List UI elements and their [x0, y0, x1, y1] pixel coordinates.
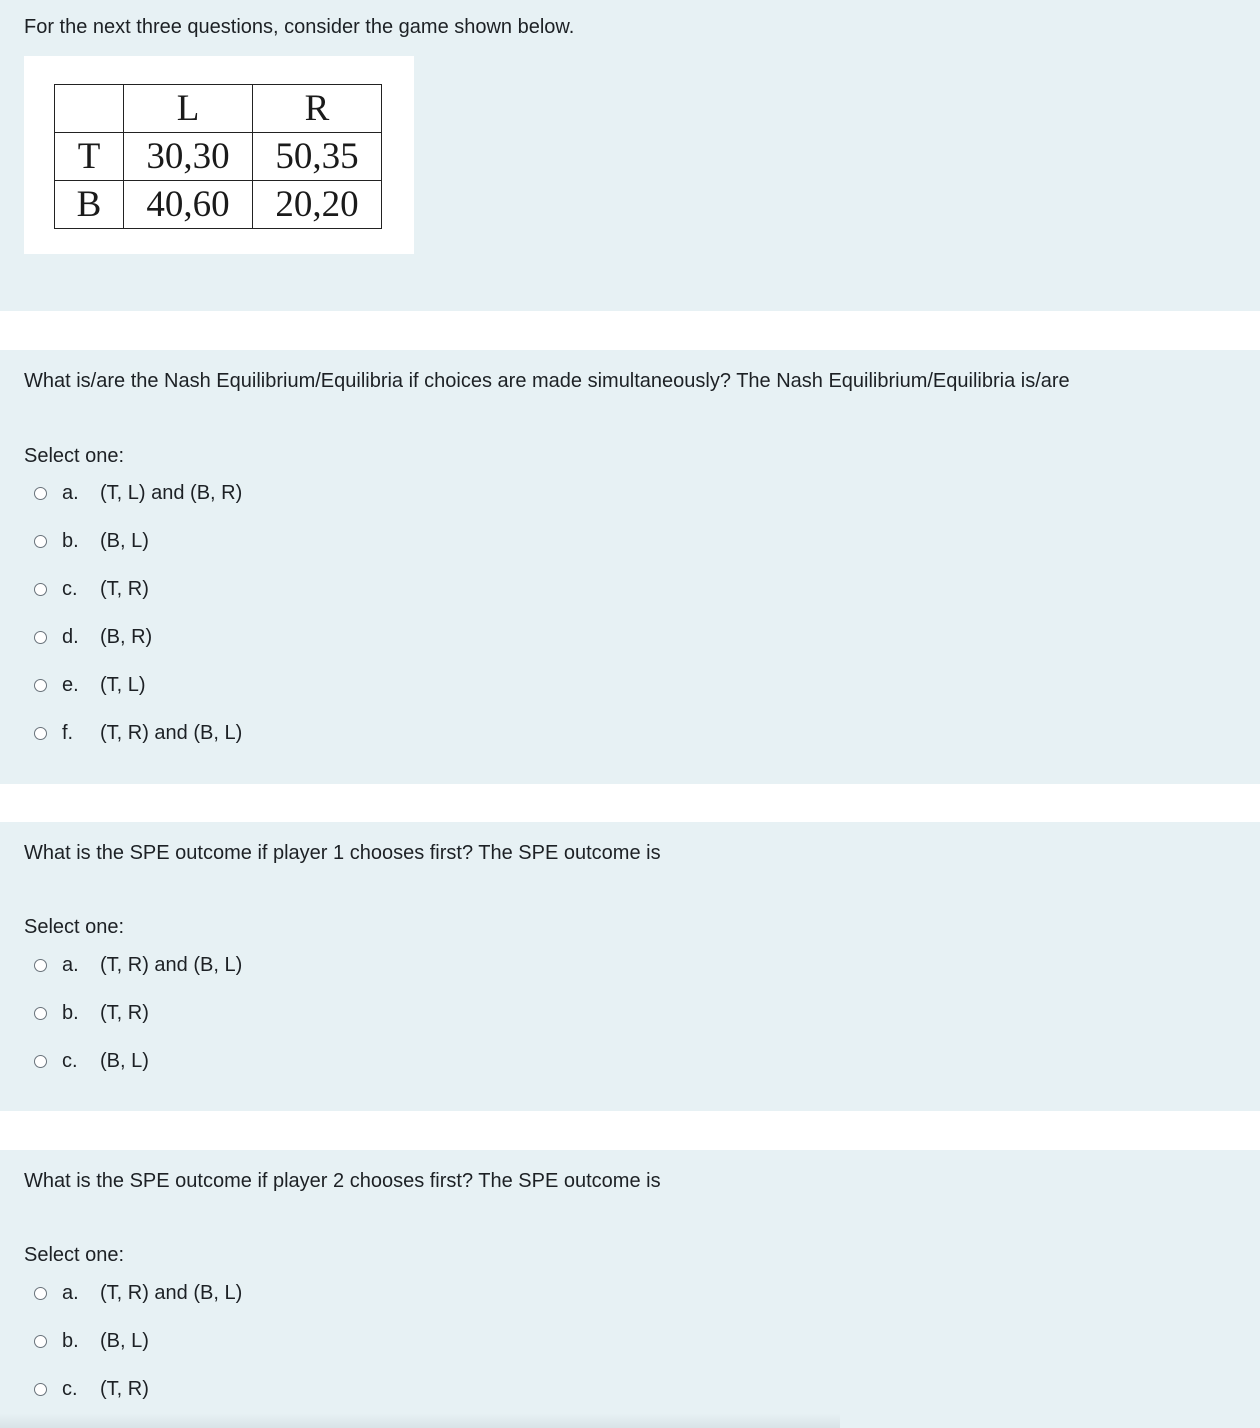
- radio-button[interactable]: [34, 727, 47, 740]
- option-text: (B, L): [100, 1049, 149, 1072]
- option-text: (B, R): [100, 625, 153, 648]
- option-text: (T, R) and (B, L): [100, 721, 243, 744]
- radio-button[interactable]: [34, 487, 47, 500]
- option-letter: c.: [62, 577, 78, 600]
- question-3-option-a[interactable]: [34, 1279, 242, 1307]
- payoff-cell-b-l: 40,60: [124, 181, 253, 229]
- question-2-select-label: Select one:: [24, 916, 125, 938]
- question-1-option-e[interactable]: [34, 671, 146, 699]
- question-1-text: What is/are the Nash Equilibrium/Equilibria if choices are made simultaneously? The Nash Equilibrium/Equilibria is/are: [24, 370, 1070, 392]
- option-text: (B, L): [100, 1329, 149, 1352]
- option-letter: c.: [62, 1049, 78, 1072]
- radio-button[interactable]: [34, 1287, 47, 1300]
- option-text: (B, L): [100, 529, 149, 552]
- question-2-option-c[interactable]: [34, 1047, 149, 1075]
- radio-button[interactable]: [34, 583, 47, 596]
- payoff-cell-b-r: 20,20: [253, 181, 382, 229]
- question-2-option-a[interactable]: [34, 951, 242, 979]
- question-1-select-label: Select one:: [24, 445, 125, 467]
- radio-button[interactable]: [34, 959, 47, 972]
- option-text: (T, R): [100, 577, 149, 600]
- intro-panel: [0, 0, 1260, 311]
- question-1-option-d[interactable]: [34, 623, 152, 651]
- payoff-cell-t-r: 50,35: [253, 133, 382, 181]
- question-2-panel: [0, 822, 1260, 1111]
- option-text: (T, R) and (B, L): [100, 1281, 243, 1304]
- radio-button[interactable]: [34, 631, 47, 644]
- payoff-matrix: [54, 84, 382, 229]
- radio-button[interactable]: [34, 1007, 47, 1020]
- question-1-option-a[interactable]: [34, 479, 242, 507]
- option-letter: a.: [62, 953, 79, 976]
- payoff-column-l: L: [124, 85, 253, 133]
- option-letter: c.: [62, 1377, 78, 1400]
- question-1-panel: [0, 350, 1260, 784]
- payoff-row-label-b: B: [55, 181, 124, 229]
- radio-button[interactable]: [34, 1055, 47, 1068]
- radio-button[interactable]: [34, 679, 47, 692]
- option-letter: b.: [62, 529, 79, 552]
- question-2-option-b[interactable]: [34, 999, 149, 1027]
- payoff-corner-cell: [55, 85, 124, 133]
- option-text: (T, R): [100, 1377, 149, 1400]
- payoff-row-label-t: T: [55, 133, 124, 181]
- question-1-option-b[interactable]: [34, 527, 149, 555]
- question-3-panel: [0, 1150, 1260, 1428]
- payoff-header-row: [55, 85, 382, 133]
- radio-button[interactable]: [34, 535, 47, 548]
- payoff-cell-t-l: 30,30: [124, 133, 253, 181]
- option-letter: e.: [62, 673, 79, 696]
- payoff-row-t: [55, 133, 382, 181]
- game-image: [24, 56, 414, 254]
- payoff-row-b: [55, 181, 382, 229]
- question-1-option-f[interactable]: [34, 719, 242, 747]
- option-letter: a.: [62, 1281, 79, 1304]
- radio-button[interactable]: [34, 1383, 47, 1396]
- option-letter: f.: [62, 721, 74, 744]
- bottom-shadow: [0, 1414, 840, 1428]
- question-3-select-label: Select one:: [24, 1244, 125, 1266]
- question-3-text: What is the SPE outcome if player 2 chooses first? The SPE outcome is: [24, 1170, 661, 1192]
- option-text: (T, L): [100, 673, 146, 696]
- payoff-column-r: R: [253, 85, 382, 133]
- option-text: (T, R): [100, 1001, 149, 1024]
- radio-button[interactable]: [34, 1335, 47, 1348]
- option-letter: d.: [62, 625, 79, 648]
- question-3-option-b[interactable]: [34, 1327, 149, 1355]
- intro-text: For the next three questions, consider the game shown below.: [24, 16, 575, 38]
- option-text: (T, R) and (B, L): [100, 953, 243, 976]
- option-letter: a.: [62, 481, 79, 504]
- question-1-option-c[interactable]: [34, 575, 149, 603]
- option-letter: b.: [62, 1001, 79, 1024]
- question-3-option-c[interactable]: [34, 1375, 149, 1403]
- option-text: (T, L) and (B, R): [100, 481, 243, 504]
- question-2-text: What is the SPE outcome if player 1 chooses first? The SPE outcome is: [24, 842, 661, 864]
- option-letter: b.: [62, 1329, 79, 1352]
